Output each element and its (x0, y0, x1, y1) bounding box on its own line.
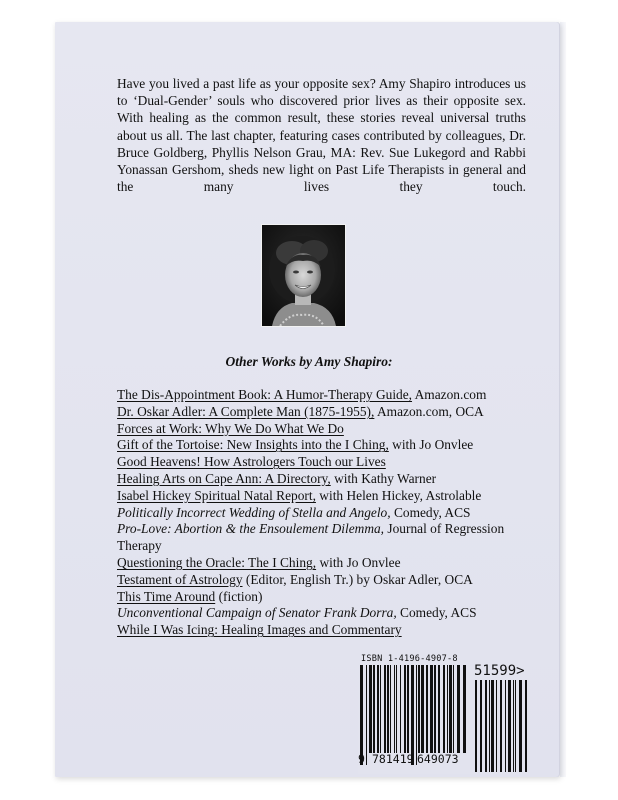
work-title: While I Was Icing: Healing Images and Commentary (117, 622, 402, 638)
work-title: Testament of Astrology (117, 571, 243, 587)
other-work-item (117, 404, 529, 421)
work-title: Unconventional Campaign of Senator Frank Dorra, (117, 605, 397, 621)
work-note: Amazon.com (412, 387, 487, 402)
other-work-item (117, 622, 529, 639)
ean-digits-right: 649073 (417, 752, 459, 766)
ean-digits-left: 781419 (372, 752, 414, 766)
work-title: Gift of the Tortoise: New Insights into the I Ching, (117, 437, 389, 453)
author-portrait-image (262, 225, 345, 326)
book-spine-edge (560, 22, 566, 777)
other-works-list (117, 387, 529, 639)
work-note: with Jo Onvlee (316, 554, 401, 570)
other-work-item (117, 589, 529, 606)
other-work-item (117, 488, 529, 505)
work-title: Pro-Love: Abortion & the Ensoulement Dilemma, (117, 521, 385, 537)
other-work-item (117, 471, 529, 488)
ean-first-digit: 9 (358, 752, 365, 766)
work-title: Healing Arts on Cape Ann: A Directory, (117, 470, 331, 486)
work-note: with Jo Onvlee (388, 437, 474, 453)
work-note: with Kathy Warner (330, 470, 437, 486)
other-work-item (117, 454, 529, 471)
author-photo (261, 224, 346, 327)
ean-barcode-bars (360, 665, 466, 765)
work-note: Comedy, ACS (390, 504, 471, 520)
work-title: Good Heavens! How Astrologers Touch our Lives (117, 454, 386, 470)
other-work-item (117, 421, 529, 438)
isbn-label: ISBN 1-4196-4907-8 (361, 654, 458, 664)
work-title: Dr. Oskar Adler: A Complete Man (1875-1955), (117, 403, 375, 419)
work-note: Comedy, ACS (396, 605, 477, 621)
other-works-heading: Other Works by Amy Shapiro: (225, 354, 393, 369)
work-title: Questioning the Oracle: The I Ching, (117, 554, 317, 570)
work-title: Politically Incorrect Wedding of Stella and Angelo, (117, 504, 391, 520)
other-work-item (117, 605, 529, 622)
work-note: (fiction) (215, 588, 263, 604)
work-title: The Dis-Appointment Book: A Humor-Therapy Guide, (117, 387, 413, 402)
work-note: Amazon.com, OCA (374, 403, 484, 419)
other-work-item (117, 387, 529, 404)
other-work-item (117, 572, 529, 589)
work-title: Isabel Hickey Spiritual Natal Report, (117, 487, 316, 503)
work-note: with Helen Hickey, Astrolable (315, 487, 482, 503)
other-work-item (117, 505, 529, 522)
work-title: This Time Around (117, 588, 216, 604)
other-work-item (117, 521, 529, 555)
work-note: Journal of Regression Therapy (117, 521, 505, 554)
work-title: Forces at Work: Why We Do What We Do (117, 420, 344, 436)
book-blurb: Have you lived a past life as your opposite sex? Amy Shapiro introduces us to ‘Dual-Gender’ souls who discovered prior lives as their opposite sex. With healing as the common result, these stories reveal universal truths about us all. The last chapter, featuring cases contributed by colleagues, Dr. Bruce Goldberg, Phyllis Nelson Grau, MA: Rev. Sue Lukegord and Rabbi Yonassan Gershom, sheds new light on Past Life Therapists in general and the many lives they touch. (117, 76, 526, 195)
other-work-item (117, 437, 529, 454)
other-work-item (117, 555, 529, 572)
work-note: (Editor, English Tr.) by Oskar Adler, OCA (242, 571, 473, 587)
price-code: 51599> (474, 663, 525, 679)
price-barcode-bars (475, 680, 527, 772)
